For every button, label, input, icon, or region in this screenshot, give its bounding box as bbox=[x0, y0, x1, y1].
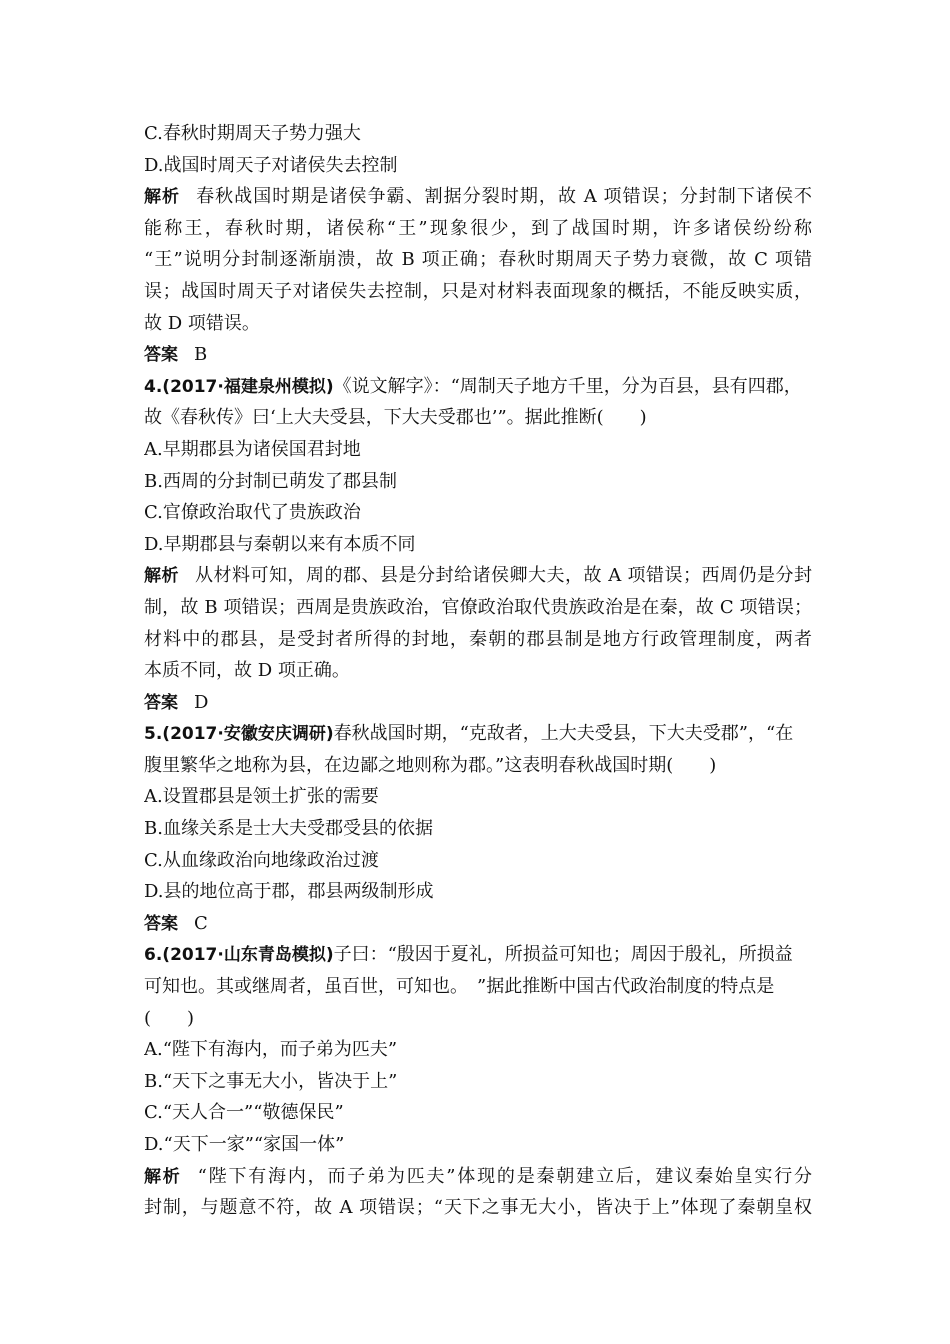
q5-option-a: A.设置郡县是领土扩张的需要 bbox=[144, 786, 379, 808]
answer-label: 答案 bbox=[144, 913, 178, 934]
q3-analysis-line-1: 解析 春秋战国时期是诸侯争霸、割据分裂时期，故 A 项错误；分封制下诸侯不 bbox=[144, 186, 812, 208]
q4-option-b: B.西周的分封制已萌发了郡县制 bbox=[144, 470, 397, 492]
question-source: (2017·山东青岛模拟) bbox=[162, 945, 334, 966]
q5-stem-line-1: 5.(2017·安徽安庆调研)春秋战国时期，“克敌者，上大夫受县，下大夫受郡”，“在 bbox=[144, 723, 794, 745]
q3-analysis-line-2: 能称王，春秋时期，诸侯称“王”现象很少，到了战国时期，许多诸侯纷纷称 bbox=[144, 217, 812, 239]
q4-analysis-line-4: 本质不同，故 D 项正确。 bbox=[144, 660, 350, 682]
answer-value: D bbox=[194, 691, 209, 713]
q5-answer bbox=[144, 908, 812, 940]
q6-stem-line-1: 6.(2017·山东青岛模拟)子曰：“殷因于夏礼，所损益可知也；周因于殷礼，所损益 bbox=[144, 944, 793, 966]
question-source: (2017·福建泉州模拟) bbox=[162, 376, 334, 397]
question-source: (2017·安徽安庆调研) bbox=[162, 724, 334, 745]
question-number: 4. bbox=[144, 376, 163, 397]
q3-option-c: C.春秋时期周天子势力强大 bbox=[144, 123, 361, 144]
answer-label: 答案 bbox=[144, 692, 178, 713]
analysis-label: 解析 bbox=[144, 187, 181, 208]
q4-analysis-line-2: 制，故 B 项错误；西周是贵族政治，官僚政治取代贵族政治是在秦，故 C 项错误； bbox=[144, 596, 812, 618]
q3-analysis-line-4: 误；战国时周天子对诸侯失去控制，只是对材料表面现象的概括，不能反映实质， bbox=[144, 280, 812, 302]
q6-analysis-line-1: 解析 “陛下有海内，而子弟为匹夫”体现的是秦朝建立后，建议秦始皇实行分 bbox=[144, 1165, 812, 1187]
q6-option-b: B.“天下之事无大小，皆决于上” bbox=[144, 1070, 398, 1092]
analysis-label: 解析 bbox=[144, 566, 180, 587]
q4-analysis-line-3: 材料中的郡县，是受封者所得的封地，秦朝的郡县制是地方行政管理制度，两者 bbox=[144, 628, 812, 650]
q4-stem-line-2: 故《春秋传》曰‘上大夫受县，下大夫受郡也’”。据此推断( ) bbox=[144, 407, 647, 429]
q4-answer bbox=[144, 687, 812, 719]
q6-stem-line-3: ( ) bbox=[144, 1007, 195, 1029]
q5-option-b: B.血缘关系是士大夫受郡受县的依据 bbox=[144, 818, 433, 840]
q6-stem-line-2: 可知也。其或继周者，虽百世，可知也。 ”据此推断中国古代政治制度的特点是 bbox=[144, 976, 775, 998]
q4-option-c: C.官僚政治取代了贵族政治 bbox=[144, 502, 361, 524]
q4-stem-line-1: 4.(2017·福建泉州模拟)《说文解字》：“周制天子地方千里，分为百县，县有四郡， bbox=[144, 375, 802, 397]
question-number: 6. bbox=[144, 945, 163, 966]
q6-option-c: C.“天人合一”“敬德保民” bbox=[144, 1102, 344, 1124]
question-number: 5. bbox=[144, 724, 163, 745]
q5-option-c: C.从血缘政治向地缘政治过渡 bbox=[144, 849, 379, 871]
q5-stem-line-2: 腹里繁华之地称为县，在边鄙之地则称为郡。”这表明春秋战国时期( ) bbox=[144, 754, 717, 776]
document-page bbox=[144, 118, 812, 1224]
q3-analysis-line-5: 故 D 项错误。 bbox=[144, 312, 260, 334]
q4-option-d: D.早期郡县与秦朝以来有本质不同 bbox=[144, 533, 416, 555]
q4-option-a: A.早期郡县为诸侯国君封地 bbox=[144, 438, 361, 460]
analysis-label: 解析 bbox=[144, 1166, 182, 1187]
answer-value: C bbox=[194, 912, 208, 934]
q3-option-d: D.战国时周天子对诸侯失去控制 bbox=[144, 154, 398, 176]
q3-answer bbox=[144, 339, 812, 371]
q4-analysis-line-1: 解析 从材料可知，周的郡、县是分封给诸侯卿大夫，故 A 项错误；西周仍是分封 bbox=[144, 565, 812, 587]
q5-option-d: D.县的地位高于郡，郡县两级制形成 bbox=[144, 881, 434, 903]
answer-value: B bbox=[194, 344, 208, 366]
q6-option-d: D.“天下一家”“家国一体” bbox=[144, 1134, 345, 1155]
answer-label: 答案 bbox=[144, 345, 178, 366]
q6-option-a: A.“陛下有海内，而子弟为匹夫” bbox=[144, 1039, 398, 1061]
q3-analysis-line-3: “王”说明分封制逐渐崩溃，故 B 项正确；春秋时期周天子势力衰微，故 C 项错 bbox=[144, 249, 812, 271]
q6-analysis-line-2: 封制，与题意不符，故 A 项错误；“天下之事无大小，皆决于上”体现了秦朝皇权 bbox=[144, 1197, 812, 1219]
